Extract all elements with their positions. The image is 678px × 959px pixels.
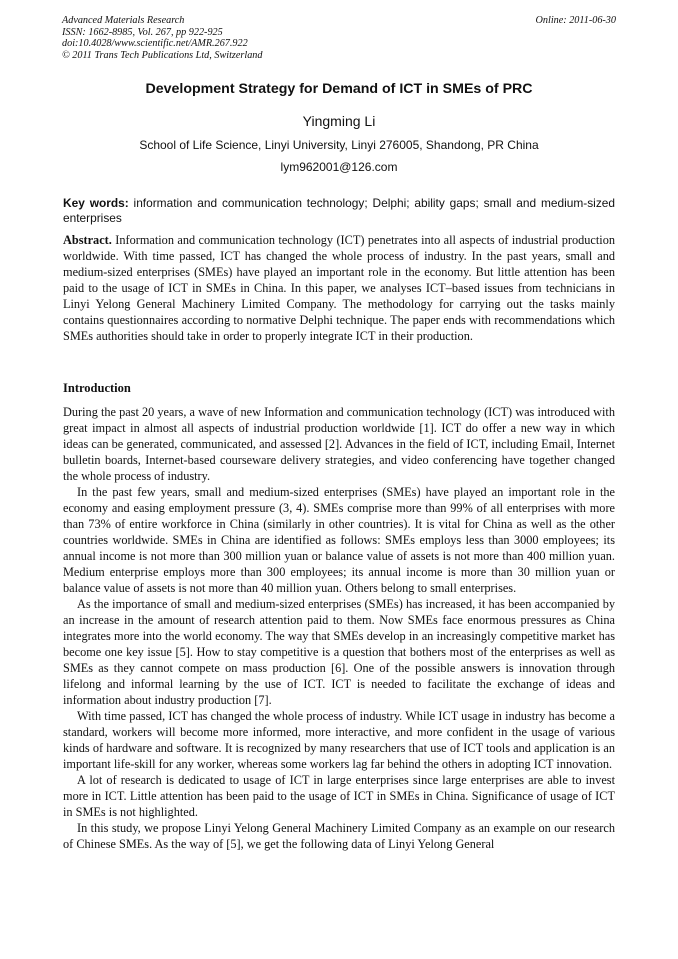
- paragraph: During the past 20 years, a wave of new Information and communication technology (ICT) was introduced with great impact in almost all aspects of industrial production worldwide [1]. ICT do offer a new way in which ideas can be generated, communicated, and assessed [2]. Advances in the field of ICT, including Email, Internet bulletin boards, Internet-based courseware delivery strategies, and video conferencing have together changed the whole process of industry.: [63, 405, 615, 483]
- journal-header: [62, 15, 616, 61]
- keywords: [63, 196, 615, 226]
- paper-title: Development Strategy for Demand of ICT in SMEs of PRC: [145, 81, 533, 97]
- journal-name: Advanced Materials Research: [62, 15, 185, 26]
- author-name: Yingming Li: [302, 113, 376, 129]
- online-date: Online: 2011-06-30: [535, 15, 616, 26]
- author-affiliation: School of Life Science, Linyi University, Linyi 276005, Shandong, PR China: [139, 138, 539, 152]
- author-email: lym962001@126.com: [280, 160, 398, 174]
- paragraph: With time passed, ICT has changed the whole process of industry. While ICT usage in industry has become a standard, workers will become more informed, more interactive, and more confident in the usage of various kinds of hardware and software. It is recognized by many researchers that use of ICT tools and application is an important life-skill for any worker, whereas some workers lag far behind the others in adopting ICT innovation.: [63, 709, 615, 771]
- paragraph: A lot of research is dedicated to usage of ICT in large enterprises since large enterprises are able to invest more in ICT. Little attention has been paid to the usage of ICT in SMEs in China. Significance of usage of ICT in SMEs is not highlighted.: [63, 773, 615, 819]
- abstract: [63, 232, 615, 344]
- doi-line: doi:10.4028/www.scientific.net/AMR.267.922: [62, 38, 248, 50]
- abstract-text: Information and communication technology (ICT) penetrates into all aspects of industrial production worldwide. With time passed, ICT has changed the whole process of industry. In the past years, small and medium-sized enterprises (SMEs) have played an important role in the economy. But little attention has been paid to the usage of ICT in SMEs in China. In this paper, we analyses ICT–based issues from technicians in Linyi Yelong General Machinery Limited Company. The methodology for carrying out the tasks mainly contains questionnaires according to normative Delphi technique. The paper ends with recommendations which SMEs authorities should take in order to properly integrate ICT in their production.: [63, 233, 615, 343]
- abstract-label: Abstract.: [63, 233, 112, 247]
- paragraph: In the past few years, small and medium-sized enterprises (SMEs) have played an important role in the economy and easing employment pressure (3, 4). SMEs comprise more than 99% of all enterprises with more than 73% of entire workforce in China (similarly in other countries). It is vital for China as well as the other countries worldwide. SMEs in China are identified as follows: SMEs employs less than 3000 employees; its annual income is not more than 300 million yuan or balance value of assets is not more than 400 million yuan. Medium enterprise employs more than 300 employees; its annual income is more than 30 million yuan or balance value of assets is not more than 40 million yuan. Others belong to small enterprises.: [63, 485, 615, 595]
- paragraph: As the importance of small and medium-sized enterprises (SMEs) has increased, it has been accompanied by an increase in the amount of research attention paid to them. Now SMEs face enormous pressures as China integrates more into the world economy. The way that SMEs develop in an increasingly competitive market has become one key issue [5]. How to stay competitive is a question that bothers most of the enterprises as well as SMEs as they cannot compete on mass production [6]. One of the possible answers is innovation through lifelong and informal learning by the use of ICT. ICT is needed to facilitate the exchange of ideas and information about industry production [7].: [63, 597, 615, 707]
- section-heading-introduction: Introduction: [63, 381, 131, 395]
- issn-line: ISSN: 1662-8985, Vol. 267, pp 922-925: [62, 26, 223, 38]
- copyright-line: © 2011 Trans Tech Publications Ltd, Switzerland: [62, 49, 263, 61]
- keywords-text: information and communication technology; Delphi; ability gaps; small and medium-sized enterprises: [63, 196, 615, 225]
- paragraph: In this study, we propose Linyi Yelong General Machinery Limited Company as an example on our research of Chinese SMEs. As the way of [5], we get the following data of Linyi Yelong General: [63, 821, 615, 851]
- keywords-label: Key words:: [63, 196, 129, 210]
- introduction-body: [63, 404, 615, 852]
